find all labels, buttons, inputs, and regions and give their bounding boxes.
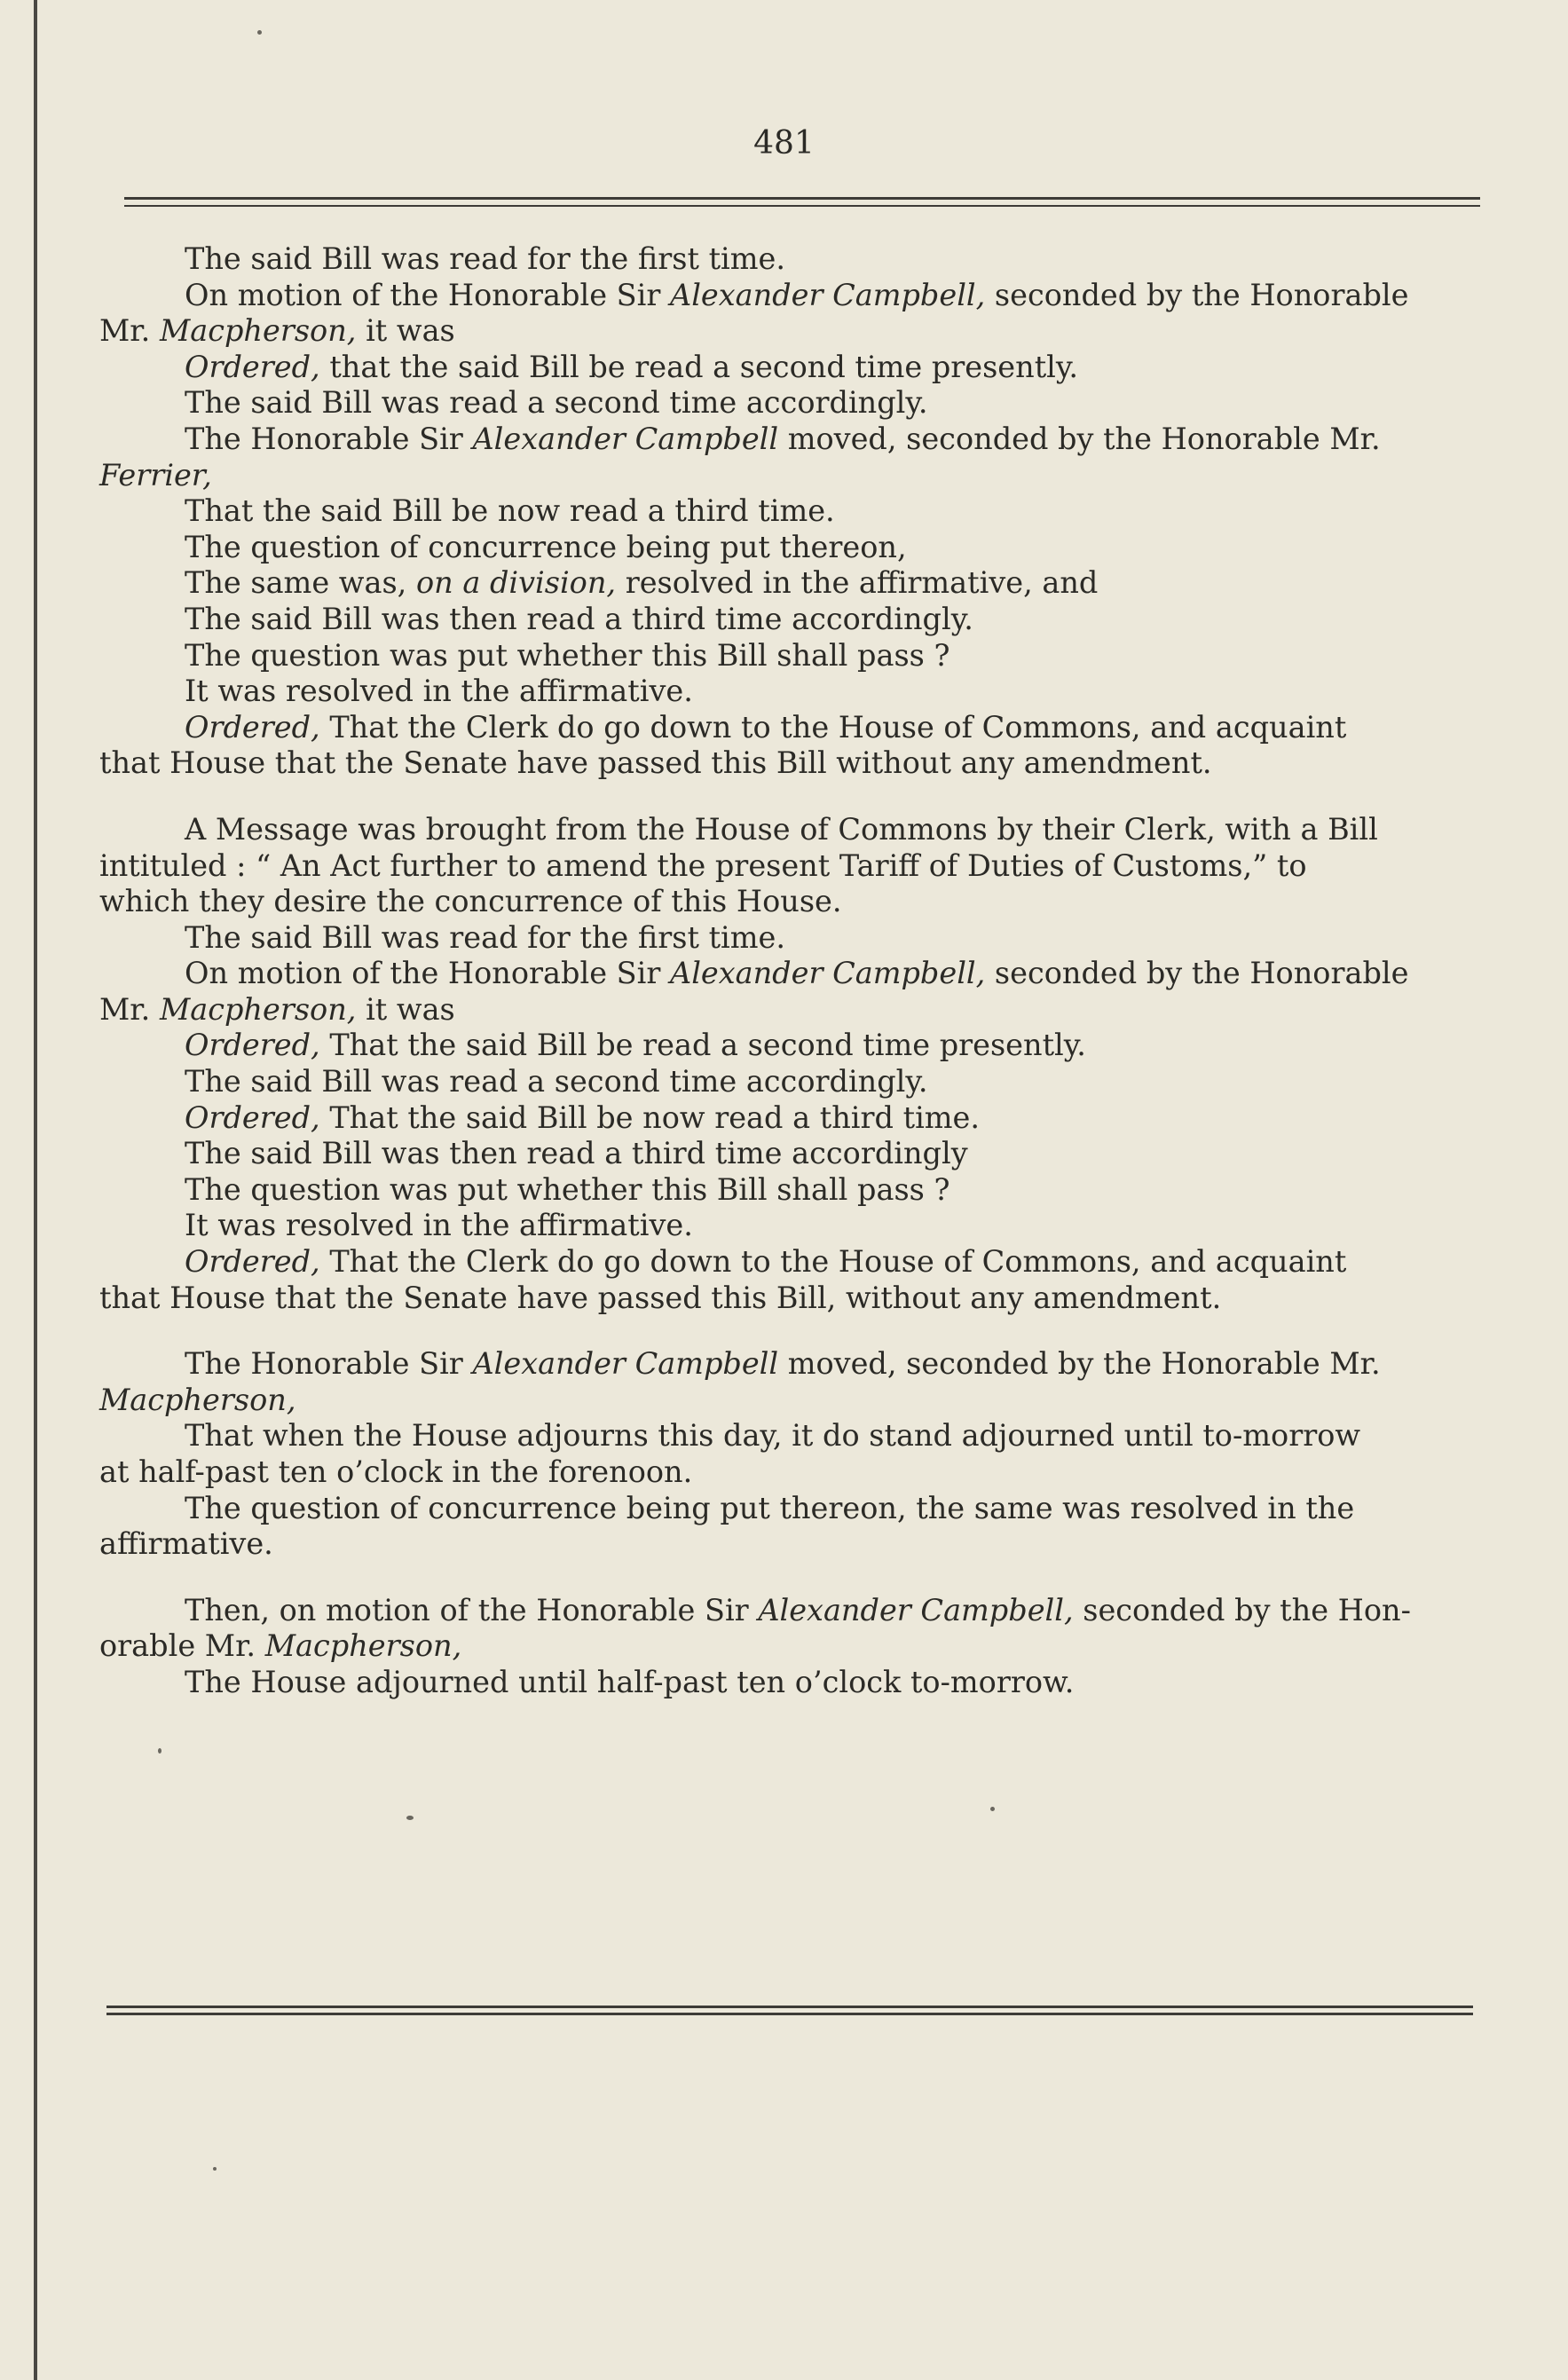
binding-edge — [34, 0, 37, 2380]
text-run: moved, seconded by the Honorable Mr. — [778, 421, 1381, 456]
italic-run: Alexander Campbell — [472, 421, 779, 456]
text-run: A Message was brought from the House of Commons by their Clerk, with a Bill — [185, 811, 1378, 847]
text-line — [99, 1136, 1480, 1172]
text-line — [99, 1172, 1480, 1209]
text-line — [99, 1244, 1480, 1281]
text-line — [99, 350, 1480, 386]
text-run: that House that the Senate have passed this Bill, without any amendment. — [99, 1280, 1222, 1315]
page-number: 481 — [753, 125, 815, 162]
text-run: The said Bill was read for the first time. — [185, 919, 785, 955]
italic-run: on a division, — [415, 565, 617, 601]
text-line — [99, 848, 1480, 885]
text-line — [99, 493, 1480, 530]
text-run: That the Clerk do go down to the House of Commons, and acquaint — [319, 1244, 1347, 1280]
text-run: The House adjourned until half-past ten o’clock to-morrow. — [185, 1664, 1075, 1699]
header-double-rule — [124, 197, 1480, 209]
text-run: The said Bill was then read a third time accordingly. — [185, 601, 973, 636]
text-line — [99, 710, 1480, 746]
text-run: The said Bill was read a second time accordingly. — [185, 385, 928, 421]
text-run: Then, on motion of the Honorable Sir — [185, 1592, 759, 1627]
text-run: that the said Bill be read a second time presently. — [319, 349, 1079, 384]
text-line — [99, 1491, 1480, 1527]
text-run: seconded by the Hon- — [1073, 1592, 1411, 1627]
text-line — [99, 422, 1480, 458]
text-run: On motion of the Honorable Sir — [185, 277, 670, 312]
text-run: It was resolved in the affirmative. — [185, 674, 693, 709]
text-run: at half-past ten o’clock in the forenoon. — [99, 1454, 693, 1489]
text-run: it was — [356, 991, 455, 1027]
paper-speck — [990, 1807, 995, 1811]
text-run: that House that the Senate have passed this Bill without any amendment. — [99, 745, 1212, 781]
text-run: resolved in the affirmative, and — [616, 565, 1099, 601]
italic-run: Macpherson, — [99, 1382, 296, 1417]
italic-run: Ordered, — [185, 1028, 320, 1063]
text-line — [99, 884, 1480, 920]
text-run: moved, seconded by the Honorable Mr. — [778, 1346, 1381, 1382]
text-line — [99, 1208, 1480, 1244]
italic-run: Alexander Campbell — [472, 1346, 779, 1382]
text-run: On motion of the Honorable Sir — [185, 956, 670, 991]
paragraph-gap — [99, 1563, 1480, 1593]
text-run: It was resolved in the affirmative. — [185, 1208, 693, 1243]
text-run: That when the House adjourns this day, it do stand adjourned until to-morrow — [185, 1418, 1361, 1454]
italic-run: Alexander Campbell, — [670, 277, 986, 312]
text-line — [99, 1100, 1480, 1137]
italic-run: Alexander Campbell, — [670, 956, 986, 991]
text-run: seconded by the Honorable — [985, 956, 1409, 991]
text-run: which they desire the concurrence of this House. — [99, 884, 842, 919]
paper-speck — [213, 2167, 217, 2171]
text-run: That the said Bill be now read a third time. — [319, 1099, 981, 1135]
text-line — [99, 1593, 1480, 1629]
text-line — [99, 1665, 1480, 1701]
text-line — [99, 1346, 1480, 1383]
text-line — [99, 385, 1480, 422]
text-line — [99, 812, 1480, 848]
text-run: it was — [356, 313, 455, 349]
text-run: The question was put whether this Bill shall pass ? — [185, 1171, 950, 1207]
text-line — [99, 241, 1480, 278]
text-run: The Honorable Sir — [185, 1346, 473, 1382]
text-run: seconded by the Honorable — [985, 277, 1409, 312]
text-line — [99, 674, 1480, 710]
journal-text — [99, 241, 1480, 1701]
text-run: The said Bill was then read a third time accordingly — [185, 1136, 968, 1171]
text-run: The question of concurrence being put thereon, the same was resolved in the — [185, 1490, 1355, 1525]
text-line — [99, 313, 1480, 350]
italic-run: Ordered, — [185, 349, 320, 384]
text-run: Mr. — [99, 313, 160, 349]
text-run: Mr. — [99, 991, 160, 1027]
text-line — [99, 1418, 1480, 1454]
italic-run: Ferrier, — [99, 457, 212, 493]
text-line — [99, 1454, 1480, 1491]
text-line — [99, 1281, 1480, 1317]
text-line — [99, 278, 1480, 314]
text-run: That the Clerk do go down to the House of Commons, and acquaint — [319, 709, 1347, 745]
paper-speck — [406, 1816, 414, 1820]
text-line — [99, 565, 1480, 602]
italic-run: Ordered, — [185, 1099, 320, 1135]
text-line — [99, 1028, 1480, 1064]
text-line — [99, 1383, 1480, 1419]
text-run: affirmative. — [99, 1526, 273, 1562]
paragraph-gap — [99, 1316, 1480, 1346]
italic-run: Alexander Campbell, — [758, 1592, 1074, 1627]
text-run: That the said Bill be read a second time presently. — [319, 1028, 1086, 1063]
text-line — [99, 920, 1480, 957]
text-line — [99, 530, 1480, 566]
text-run: The Honorable Sir — [185, 421, 473, 456]
text-line — [99, 1064, 1480, 1100]
text-line — [99, 458, 1480, 494]
text-run: The question was put whether this Bill shall pass ? — [185, 637, 950, 673]
paper-speck — [257, 30, 262, 35]
paragraph-gap — [99, 782, 1480, 812]
paper-speck — [158, 1748, 162, 1753]
italic-run: Macpherson, — [264, 1628, 462, 1664]
text-run: intituled : “ An Act further to amend the present Tariff of Duties of Customs,” to — [99, 847, 1307, 883]
text-run: orable Mr. — [99, 1628, 265, 1664]
text-run: The said Bill was read a second time accordingly. — [185, 1064, 928, 1099]
text-run: The question of concurrence being put thereon, — [185, 529, 907, 564]
italic-run: Ordered, — [185, 709, 320, 745]
text-line — [99, 1628, 1480, 1665]
italic-run: Macpherson, — [159, 313, 357, 349]
italic-run: Ordered, — [185, 1244, 320, 1280]
text-run: That the said Bill be now read a third time. — [185, 493, 835, 529]
text-line — [99, 1526, 1480, 1563]
text-run: The said Bill was read for the first time. — [185, 241, 785, 276]
text-line — [99, 602, 1480, 638]
footer-double-rule — [106, 2006, 1473, 2018]
text-line — [99, 745, 1480, 782]
text-line — [99, 992, 1480, 1028]
text-line — [99, 956, 1480, 992]
text-run: The same was, — [185, 565, 416, 601]
text-line — [99, 638, 1480, 674]
italic-run: Macpherson, — [159, 991, 357, 1027]
